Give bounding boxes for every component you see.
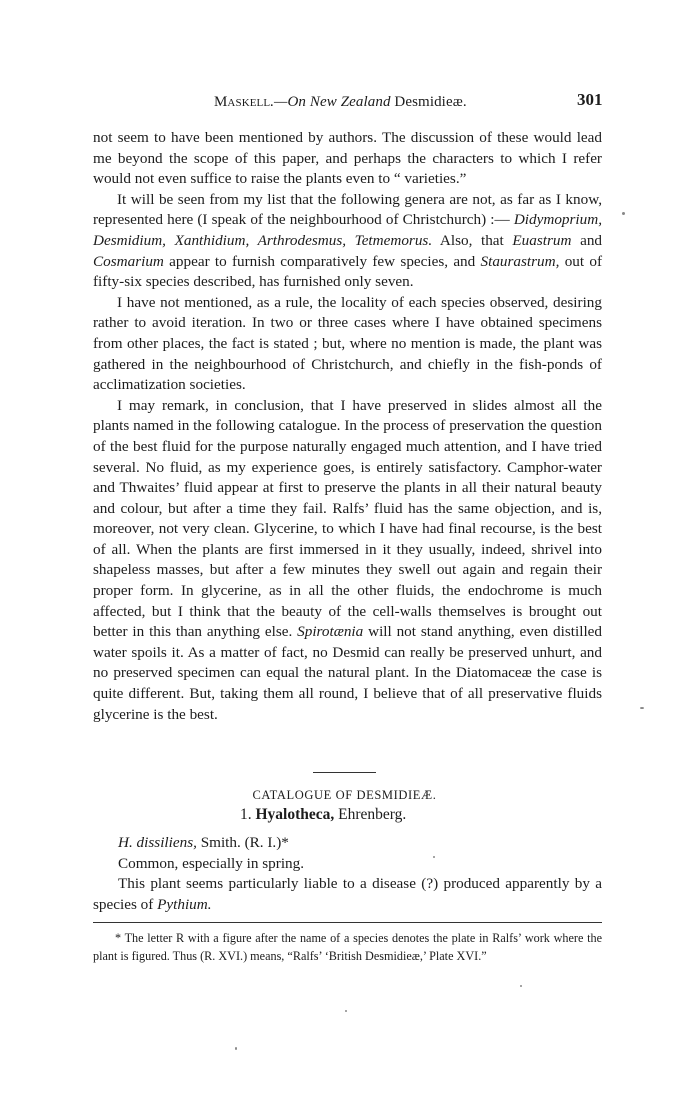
footnote-rule (93, 922, 602, 923)
species-note-paragraph (93, 874, 602, 915)
header-title-lead: .—On New Zealand (270, 94, 391, 110)
paragraph-4-spirotaenia: Spirotænia (297, 623, 364, 641)
page-number: 301 (577, 90, 603, 109)
genus-author: Ehrenberg. (338, 806, 407, 823)
species-note (93, 874, 602, 915)
paper-speck (622, 212, 625, 215)
section-divider (313, 772, 376, 773)
paragraph-4-text-b: will not stand anything, even distilled water spoils it. As a matter of fact, no Desmid can really be preserved unhurt, and no preserved specimen can equal the natural plant. In the Diatomaceæ the case is quite different. But, taking them all round, I believe that of all preservative fluids glycerine is the best. (93, 623, 602, 723)
species-author: Smith. (200, 834, 241, 851)
species-common: Common, especially in spring. (118, 855, 305, 872)
header-title-tail: Desmidieæ. (394, 94, 467, 110)
species-note-pythium: Pythium. (157, 895, 212, 913)
paper-speck (433, 856, 435, 858)
footnote (93, 930, 602, 965)
species-name: H. dissiliens, (118, 834, 197, 851)
paragraph-2-text-a: It will be seen from my list that the following genera are not, as far as I know, represented here (I speak of the neighbourhood of Christchurch) :— (93, 190, 602, 229)
paragraph-4 (93, 396, 602, 726)
species-entry (118, 832, 304, 874)
footnote-text: * The letter R with a figure after the name of a species denotes the plate in Ralfs’ work where the plant is figured. Thus (R. XVI.) means, “Ralfs’ ‘British Desmidieæ,’ Plate XVI.” (93, 931, 602, 963)
paragraph-2-staurastrum: Staurastrum, (480, 252, 560, 270)
paper-speck (640, 707, 644, 709)
genus-number: 1. (240, 806, 252, 823)
paragraph-2-euastrum: Euastrum (512, 231, 572, 249)
genus-name: Hyalotheca, (255, 806, 335, 823)
paragraph-3: I have not mentioned, as a rule, the locality of each species observed, desiring rather to avoid iteration. In two or three cases where I have obtained specimens from other places, the fact is stated ; but, where no mention is made, the plant was gathered in the neighbourhood of Christchurch, and chiefly in the fish-ponds of acclimatization societies. (93, 293, 602, 394)
genus-heading (240, 806, 406, 824)
paragraph-2 (93, 190, 602, 293)
paragraph-1: not seem to have been mentioned by authors. The discussion of these would lead me beyond the scope of this paper, and perhaps the characters to which I refer would not even suffice to raise the plants even to “ varieties.” (93, 129, 602, 188)
paragraph-2-text-c: appear to furnish comparatively few species, and (169, 252, 476, 270)
species-note-text: This plant seems particularly liable to a disease (?) produced apparently by a species of (93, 875, 602, 913)
paragraph-2-and: and (580, 231, 603, 249)
paper-speck (345, 1010, 347, 1012)
species-line (118, 832, 304, 853)
paragraph-2-text-b: Also, that (439, 231, 504, 249)
running-header (214, 94, 467, 111)
catalogue-title: CATALOGUE OF DESMIDIEÆ. (252, 788, 437, 802)
paragraph-2-cosmarium: Cosmarium (93, 252, 164, 270)
paper-speck (235, 1047, 237, 1050)
paragraph-2-text-d: out of fifty-six species described, has furnished only seven. (93, 252, 603, 291)
paper-speck (520, 985, 522, 987)
species-ref: (R. I.)* (244, 834, 289, 851)
paragraph-2-genera: Didymoprium, Desmidium, Xanthidium, Arthrodesmus, Tetmemorus. (93, 211, 603, 249)
body-text (93, 128, 602, 725)
header-author: Maskell (214, 94, 271, 110)
paragraph-4-text-a: I may remark, in conclusion, that I have preserved in slides almost all the plants named in the following catalogue. In the process of preservation the question of the best fluid for the purpose naturally engaged much attention, and I have tried several. No fluid, as my experience goes, is entirely satisfactory. Camphor-water and Thwaites’ fluid appear at first to preserve the plants in all their natural beauty and colour, but after a time they fail. Ralfs’ fluid has the same objection, and is, moreover, not very clean. Glycerine, to which I have had final recourse, is the best of all. When the plants are first immersed in it they usually, indeed, shrivel into shapeless masses, but after a few minutes they swell out again and regain their proper form. In glycerine, as in all the other fluids, the endochrome is much affected, but I think that the beauty of the cell-walls themselves is brought out better in this than anything else. (93, 396, 602, 641)
